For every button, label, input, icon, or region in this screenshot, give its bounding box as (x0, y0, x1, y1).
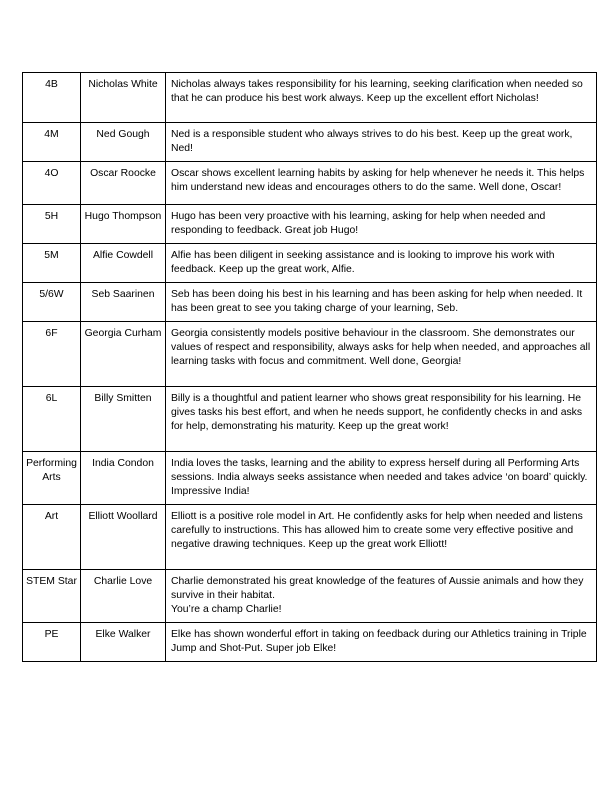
comment-cell (166, 322, 597, 387)
class-cell: Art (23, 505, 81, 570)
comment-text: Ned is a responsible student who always strives to do his best. Keep up the great work, Ned! (171, 129, 573, 154)
comment-cell (166, 205, 597, 244)
student-awards-table (22, 72, 597, 662)
class-cell: 5H (23, 205, 81, 244)
class-cell: STEM Star (23, 570, 81, 623)
comment-text: Elke has shown wonderful effort in taking on feedback during our Athletics training in Triple Jump and Shot-Put. Super job Elke! (171, 629, 587, 654)
table-row (23, 322, 597, 387)
student-name-cell: India Condon (81, 452, 166, 505)
comment-text: Nicholas always takes responsibility for his learning, seeking clarification when needed so that he can produce his best work always. Keep up the excellent effort Nicholas! (171, 79, 583, 104)
table-row (23, 387, 597, 452)
table-row (23, 162, 597, 205)
comment-text: You’re a champ Charlie! (171, 604, 282, 615)
student-name-cell: Elliott Woollard (81, 505, 166, 570)
comment-text: Seb has been doing his best in his learning and has been asking for help when needed. It has been great to see you taking charge of your learning, Seb. (171, 289, 583, 314)
comment-text: Billy is a thoughtful and patient learner who shows great responsibility for his learning. He gives tasks his best effort, and when he needs support, he confidently checks in and asks for help, demonstrating his maturity. Keep up the great work! (171, 393, 583, 432)
awards-page (22, 72, 597, 662)
table-row (23, 570, 597, 623)
table-row (23, 452, 597, 505)
table-row (23, 205, 597, 244)
class-cell: 4B (23, 73, 81, 123)
student-name-cell: Georgia Curham (81, 322, 166, 387)
comment-cell (166, 387, 597, 452)
student-name-cell: Billy Smitten (81, 387, 166, 452)
student-name-cell: Charlie Love (81, 570, 166, 623)
comment-cell (166, 162, 597, 205)
awards-table-body (23, 73, 597, 662)
student-name-cell: Ned Gough (81, 123, 166, 162)
comment-cell (166, 452, 597, 505)
table-row (23, 623, 597, 662)
comment-cell (166, 283, 597, 322)
class-cell: 6L (23, 387, 81, 452)
comment-cell (166, 570, 597, 623)
class-cell: Performing Arts (23, 452, 81, 505)
comment-cell (166, 505, 597, 570)
student-name-cell: Alfie Cowdell (81, 244, 166, 283)
comment-cell (166, 123, 597, 162)
table-row (23, 123, 597, 162)
student-name-cell: Oscar Roocke (81, 162, 166, 205)
comment-text: Alfie has been diligent in seeking assistance and is looking to improve his work with feedback. Keep up the great work, Alfie. (171, 250, 555, 275)
comment-cell (166, 623, 597, 662)
student-name-cell: Seb Saarinen (81, 283, 166, 322)
table-row (23, 244, 597, 283)
class-cell: PE (23, 623, 81, 662)
comment-text: Hugo has been very proactive with his learning, asking for help when needed and responding to feedback. Great job Hugo! (171, 211, 546, 236)
class-cell: 4O (23, 162, 81, 205)
student-name-cell: Elke Walker (81, 623, 166, 662)
table-row (23, 505, 597, 570)
table-row (23, 283, 597, 322)
comment-text: Charlie demonstrated his great knowledge of the features of Aussie animals and how they survive in their habitat. (171, 576, 584, 601)
comment-text: Georgia consistently models positive behaviour in the classroom. She demonstrates our values of respect and responsibility, always asks for help when needed, and approaches all learning tasks with focus and commitment. Well done, Georgia! (171, 328, 591, 367)
comment-text: Elliott is a positive role model in Art. He confidently asks for help when needed and listens carefully to instructions. This has allowed him to create some very effective positive and negative drawing techniques. Keep up the great work Elliott! (171, 511, 583, 550)
comment-cell (166, 244, 597, 283)
class-cell: 5/6W (23, 283, 81, 322)
class-cell: 5M (23, 244, 81, 283)
student-name-cell: Hugo Thompson (81, 205, 166, 244)
class-cell: 4M (23, 123, 81, 162)
comment-cell (166, 73, 597, 123)
class-cell: 6F (23, 322, 81, 387)
table-row (23, 73, 597, 123)
student-name-cell: Nicholas White (81, 73, 166, 123)
comment-text: Oscar shows excellent learning habits by asking for help whenever he needs it. This helps him understand new ideas and encourages others to do the same. Well done, Oscar! (171, 168, 585, 193)
comment-text: India loves the tasks, learning and the ability to express herself during all Performing Arts sessions. India always seeks assistance when needed and takes advice ‘on board’ quickly. Impressive India! (171, 458, 588, 497)
